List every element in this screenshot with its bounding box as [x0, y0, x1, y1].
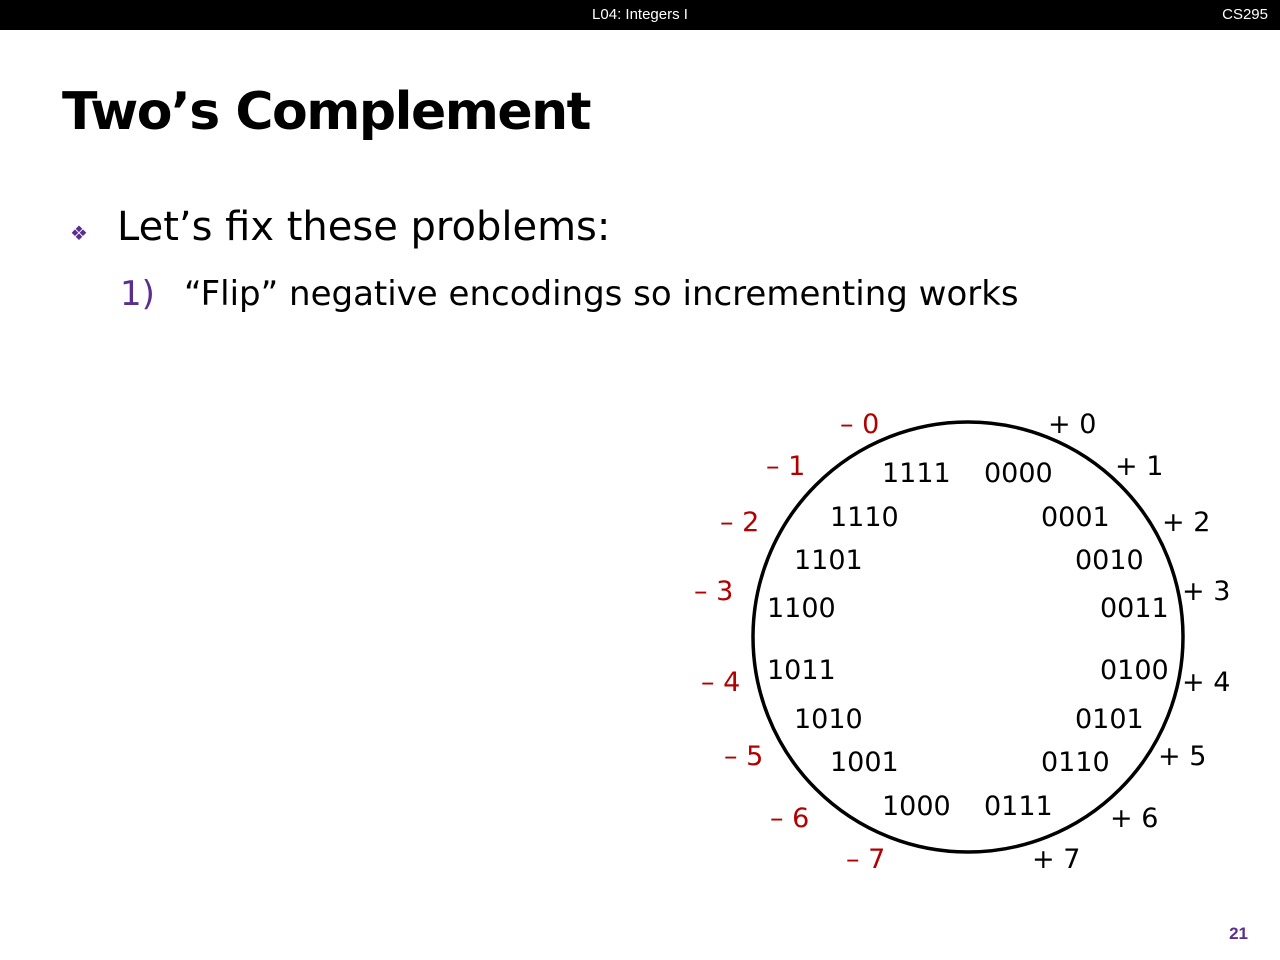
label-plus-6: + 6	[1110, 803, 1159, 834]
slide-title: Two’s Complement	[62, 82, 591, 142]
subpoint-number: 1)	[120, 274, 155, 314]
encoding-1000: 1000	[882, 791, 951, 822]
bullet-icon: ❖	[70, 221, 88, 245]
label-minus-5: – 5	[724, 741, 764, 772]
label-minus-1: – 1	[766, 451, 806, 482]
bullet-text: Let’s fix these problems:	[117, 204, 611, 250]
label-plus-4: + 4	[1182, 667, 1231, 698]
subpoint-text: “Flip” negative encodings so incrementing works	[184, 274, 1019, 314]
label-plus-1: + 1	[1115, 451, 1164, 482]
encoding-0100: 0100	[1100, 655, 1169, 686]
encoding-0010: 0010	[1075, 545, 1144, 576]
encoding-0011: 0011	[1100, 593, 1169, 624]
label-plus-7: + 7	[1032, 844, 1081, 875]
encoding-0111: 0111	[984, 791, 1053, 822]
label-minus-3: – 3	[694, 576, 734, 607]
page-number: 21	[1229, 924, 1248, 943]
label-plus-3: + 3	[1182, 576, 1231, 607]
encoding-0110: 0110	[1041, 747, 1110, 778]
wheel-circle	[753, 422, 1183, 852]
label-minus-2: – 2	[720, 507, 760, 538]
encoding-0000: 0000	[984, 458, 1053, 489]
label-minus-7: – 7	[846, 844, 886, 875]
label-minus-0: – 0	[840, 409, 880, 440]
encoding-1111: 1111	[882, 458, 951, 489]
label-minus-6: – 6	[770, 803, 810, 834]
encoding-0001: 0001	[1041, 502, 1110, 533]
encoding-1011: 1011	[767, 655, 836, 686]
label-plus-0: + 0	[1048, 409, 1097, 440]
label-minus-4: – 4	[701, 667, 741, 698]
lecture-title: L04: Integers I	[592, 6, 688, 23]
encoding-1100: 1100	[767, 593, 836, 624]
encoding-1101: 1101	[794, 545, 863, 576]
course-code: CS295	[1222, 6, 1268, 23]
label-plus-5: + 5	[1158, 741, 1207, 772]
encoding-1010: 1010	[794, 704, 863, 735]
encoding-1001: 1001	[830, 747, 899, 778]
encoding-0101: 0101	[1075, 704, 1144, 735]
label-plus-2: + 2	[1162, 507, 1211, 538]
encoding-1110: 1110	[830, 502, 899, 533]
